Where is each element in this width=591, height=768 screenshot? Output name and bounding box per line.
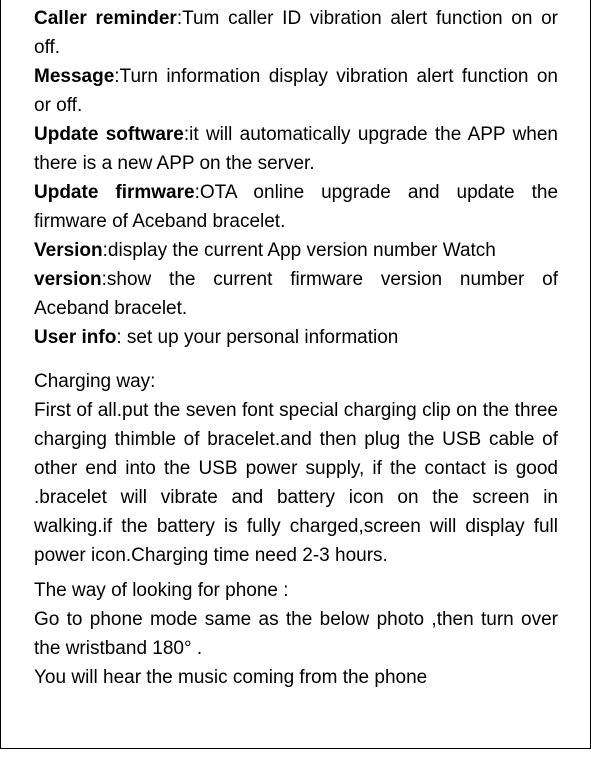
setting-desc: :OTA online upgrade and update the firmware of Aceband bracelet. [34,182,559,232]
setting-message [34,62,558,120]
find-phone-result: You will hear the music coming from the phone [34,667,428,688]
setting-term: Version [34,240,103,261]
setting-desc: :Tum caller ID vibration alert function on or off. [34,8,558,58]
section-gap [34,352,558,367]
setting-term: User info [34,327,117,348]
setting-update-firmware [34,178,558,236]
find-phone-heading: The way of looking for phone : [34,580,289,601]
setting-desc: : set up your personal information [116,327,399,348]
setting-term: Message [34,66,115,87]
find-phone-instruction: Go to phone mode same as the below photo ,then turn over the wristband 180° . [34,609,558,659]
setting-user-info [34,323,558,352]
charging-heading: Charging way: [34,371,156,392]
setting-desc: :show the current firmware version number of Aceband bracelet. [34,269,558,319]
setting-term: version [34,269,102,290]
setting-version [34,236,558,265]
setting-desc: :it will automatically upgrade the APP when there is a new APP on the server. [34,124,558,174]
setting-term: Update software [34,124,184,145]
setting-desc: :display the current App version number Watch [102,240,496,261]
setting-desc: :Turn information display vibration alert function on or off. [34,66,558,116]
setting-watch-version [34,265,558,323]
setting-caller-reminder [34,4,558,62]
charging-body: First of all.put the seven font special charging clip on the three charging thimble of bracelet.and then plug the USB cable of other end into the USB power supply, if the contact is good .bracelet will vibrate and battery icon on the screen in walking.if the battery is fully charged,screen will display full power icon.Charging time need 2-3 hours. [34,400,558,566]
setting-update-software [34,120,558,178]
setting-term: Update firmware [34,182,195,203]
setting-term: Caller reminder [34,8,177,29]
manual-content [34,4,558,692]
